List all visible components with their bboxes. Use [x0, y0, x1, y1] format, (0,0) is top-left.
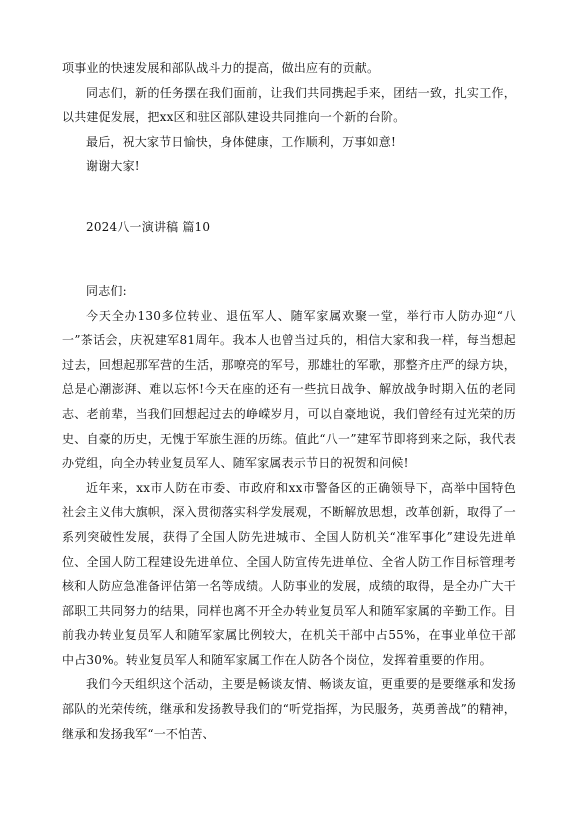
- paragraph-continuation: 项事业的快速发展和部队战斗力的提高，做出应有的贡献。: [62, 61, 380, 75]
- paragraph-body-1: 今天全办130多位转业、退伍军人、随军家属欢聚一堂，举行市人防办迎“八一”茶话会，庆祝建军81周年。我本人也曾当过兵的，相信大家和我一样，每当想起过去，回想起那军营的生活，那嘹亮的军号，那雄壮的军歌，那整齐庄严的绿方块，总是心潮澎湃、难以忘怀!今天在座的还有一些抗日战争、解放战争时期入伍的老同志、老前辈，当我们回想起过去的峥嵘岁月，可以自豪地说，我们曾经有过光荣的历史、自豪的历史，无愧于军旅生涯的历练。值此“八一”建军节即将到来之际，我代表办党组，向全办转业复员军人、随军家属表示节日的祝贺和问候!: [62, 308, 516, 471]
- paragraph-wishes: 最后，祝大家节日愉快，身体健康，工作顺利，万事如意!: [86, 134, 397, 149]
- paragraph-body-3: 我们今天组织这个活动，主要是畅谈友情、畅谈友谊，更重要的是要继承和发扬部队的光荣传统，继承和发扬教导我们的“听党指挥，为民服务，英勇善战”的精神，继承和发扬我军“一不怕苦、: [62, 677, 516, 741]
- spacer: [62, 239, 516, 279]
- paragraph-thanks: 谢谢大家!: [86, 159, 140, 174]
- paragraph-body-2: 近年来，xx市人防在市委、市政府和xx市警备区的正确领导下，高举中国特色社会主义伟大旗帜，深入贯彻落实科学发展观，不断解放思想，改革创新，取得了一系列突破性发展，获得了全国人防先进城市、全国人防机关“准军事化”建设先进单位、全国人防工程建设先进单位、全国人防宣传先进单位、全省人防工作目标管理考核和人防应急准备评估第一名等成绩。人防事业的发展，成绩的取得，是全办广大干部职工共同努力的结果，同样也离不开全办转业复员军人和随军家属的辛勤工作。目前我办转业复员军人和随军家属比例较大，在机关干部中占55%，在事业单位干部中占30%。转业复员军人和随军家属工作在人防各个岗位，发挥着重要的作用。: [62, 480, 516, 667]
- salutation: 同志们:: [86, 283, 127, 298]
- spacer: [62, 179, 516, 215]
- section-title: 2024八一演讲稿 篇10: [86, 219, 211, 234]
- paragraph-task: 同志们，新的任务摆在我们面前，让我们共同携起手来，团结一致，扎实工作，以共建促发展，把xx区和驻区部队建设共同推向一个新的台阶。: [62, 85, 516, 125]
